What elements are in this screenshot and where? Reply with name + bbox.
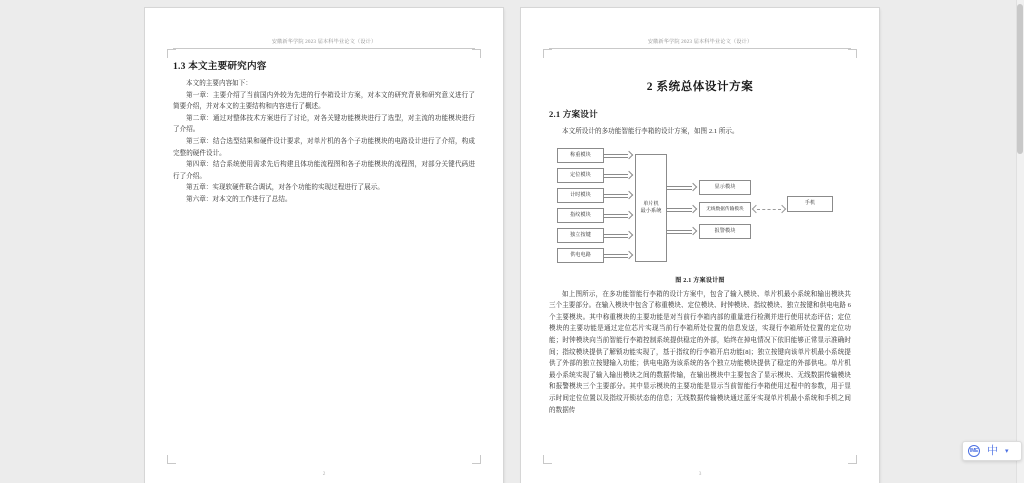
diagram-block-wireless: 无线数据传输模块 — [699, 202, 751, 217]
page-body-left — [173, 49, 475, 206]
diagram-block-power: 供电电路 — [557, 248, 604, 263]
paragraph-chapter-1: 第一章：主要介绍了当前国内外较为先进的行李箱设计方案，对本文的研究背景和研究意义进行了简要介绍，并对本文的主要结构和内容进行了概述。 — [173, 91, 475, 111]
ime-language-mode-button[interactable]: 中 — [987, 444, 998, 457]
section-heading-1-3: 1.3 本文主要研究内容 — [173, 61, 267, 72]
paragraph-chapter-3: 第三章：结合选型结果和硬件设计要求，对单片机的各个子功能模块的电路设计进行了介绍，构成完整的硬件设计。 — [173, 137, 475, 157]
paragraph-chapter-2: 第二章：通过对整体技术方案进行了讨论，对各关键功能模块进行了选型，对主流的功能模块进行了介绍。 — [173, 114, 475, 134]
block-diagram-figure-2-1 — [549, 144, 851, 272]
mcu-label-line-1: 单片机 — [643, 201, 659, 208]
paragraph-intro: 本文的主要内容如下： — [186, 80, 252, 87]
diagram-block-mcu-core — [635, 154, 667, 262]
paragraph-chapter-4: 第四章：结合系统使用需求先后构建且体功能流程图和各子功能模块的流程图，对部分关键代码进行了介绍。 — [173, 161, 475, 180]
diagram-block-timer: 计时模块 — [557, 188, 604, 203]
paragraph-chapter-6: 第六章：对本文的工作进行了总结。 — [186, 195, 292, 203]
page-number-right: 3 — [698, 471, 702, 477]
diagram-block-alarm: 报警模块 — [699, 224, 751, 239]
diagram-block-positioning: 定位模块 — [557, 168, 604, 183]
vertical-scrollbar-track[interactable] — [1016, 0, 1024, 483]
paragraph-chapter-5: 第五章：实现软硬件联合调试，对各个功能的实现过程进行了展示。 — [186, 184, 384, 192]
page-header-left: 安徽新华学院 2023 届本科毕业论文（设计） — [271, 39, 377, 45]
diagram-block-phone: 手机 — [787, 196, 833, 212]
figure-caption-2-1: 图 2.1 方案设计图 — [675, 277, 725, 284]
mcu-label-line-2: 最小系统 — [640, 207, 662, 214]
document-page-left[interactable] — [145, 8, 503, 483]
subsection-heading-2-1: 2.1 方案设计 — [549, 109, 598, 119]
paragraph-figure-intro: 本文所设计的多功能智能行李箱的设计方案，如图 2.1 所示。 — [562, 128, 739, 135]
ime-logo-icon[interactable]: IME — [968, 445, 980, 457]
page-header-right: 安徽新华学院 2023 届本科毕业论文（设计） — [647, 39, 753, 45]
chapter-title: 2 系统总体设计方案 — [646, 81, 754, 93]
diagram-block-weighing: 称重模块 — [557, 148, 604, 163]
page-body-right — [549, 49, 851, 416]
page-number-left: 2 — [322, 471, 326, 477]
document-page-right[interactable] — [521, 8, 879, 483]
diagram-block-keys: 独立按键 — [557, 228, 604, 243]
chevron-down-icon[interactable]: ▾ — [1005, 447, 1009, 455]
diagram-block-display: 显示模块 — [699, 180, 751, 195]
ime-floating-toolbar[interactable] — [962, 441, 1022, 461]
vertical-scrollbar-thumb[interactable] — [1017, 4, 1023, 154]
diagram-block-fingerprint: 指纹模块 — [557, 208, 604, 223]
paragraph-diagram-description: 如上图所示，在多功能智能行李箱的设计方案中，包含了输入模块、单片机最小系统和输出模块共三个主要部分。在输入模块中包含了称重模块、定位模块、时钟模块、指纹模块、独立按键和供电电路 6 个主要模块。其中称重模块的主要功能是对当前行李箱内部的重量进行检测并进行使用状态评估；定位模块的主要功能是通过定位芯片实现当前行李箱所处位置的信息发送，实现行李箱所处位置的定位功能；时钟模块向当前智能行李箱控制系统提供稳定的外部，始终在掉电情况下依旧能够正常显示准确时间；指纹模块提供了解锁功能实现了，基于指纹的行李箱开启功能[8]；独立按键向该单片机最小系统提供了外部的独立按键输入功能；供电电路为该系统的各个独立功能模块提供了稳定的外部供电。单片机最小系统实现了输入输出模块之间的数据传输，在输出模块中主要包含了显示模块、无线数据传输模块和报警模块三个主要部分。其中显示模块的主要功能是显示当前智能行李箱使用过程中的参数，用于显示时间定位位置以及指纹开锁状态的信息；无线数据传输模块通过蓝牙实现单片机最小系统和手机之间的数据传 — [549, 290, 851, 414]
